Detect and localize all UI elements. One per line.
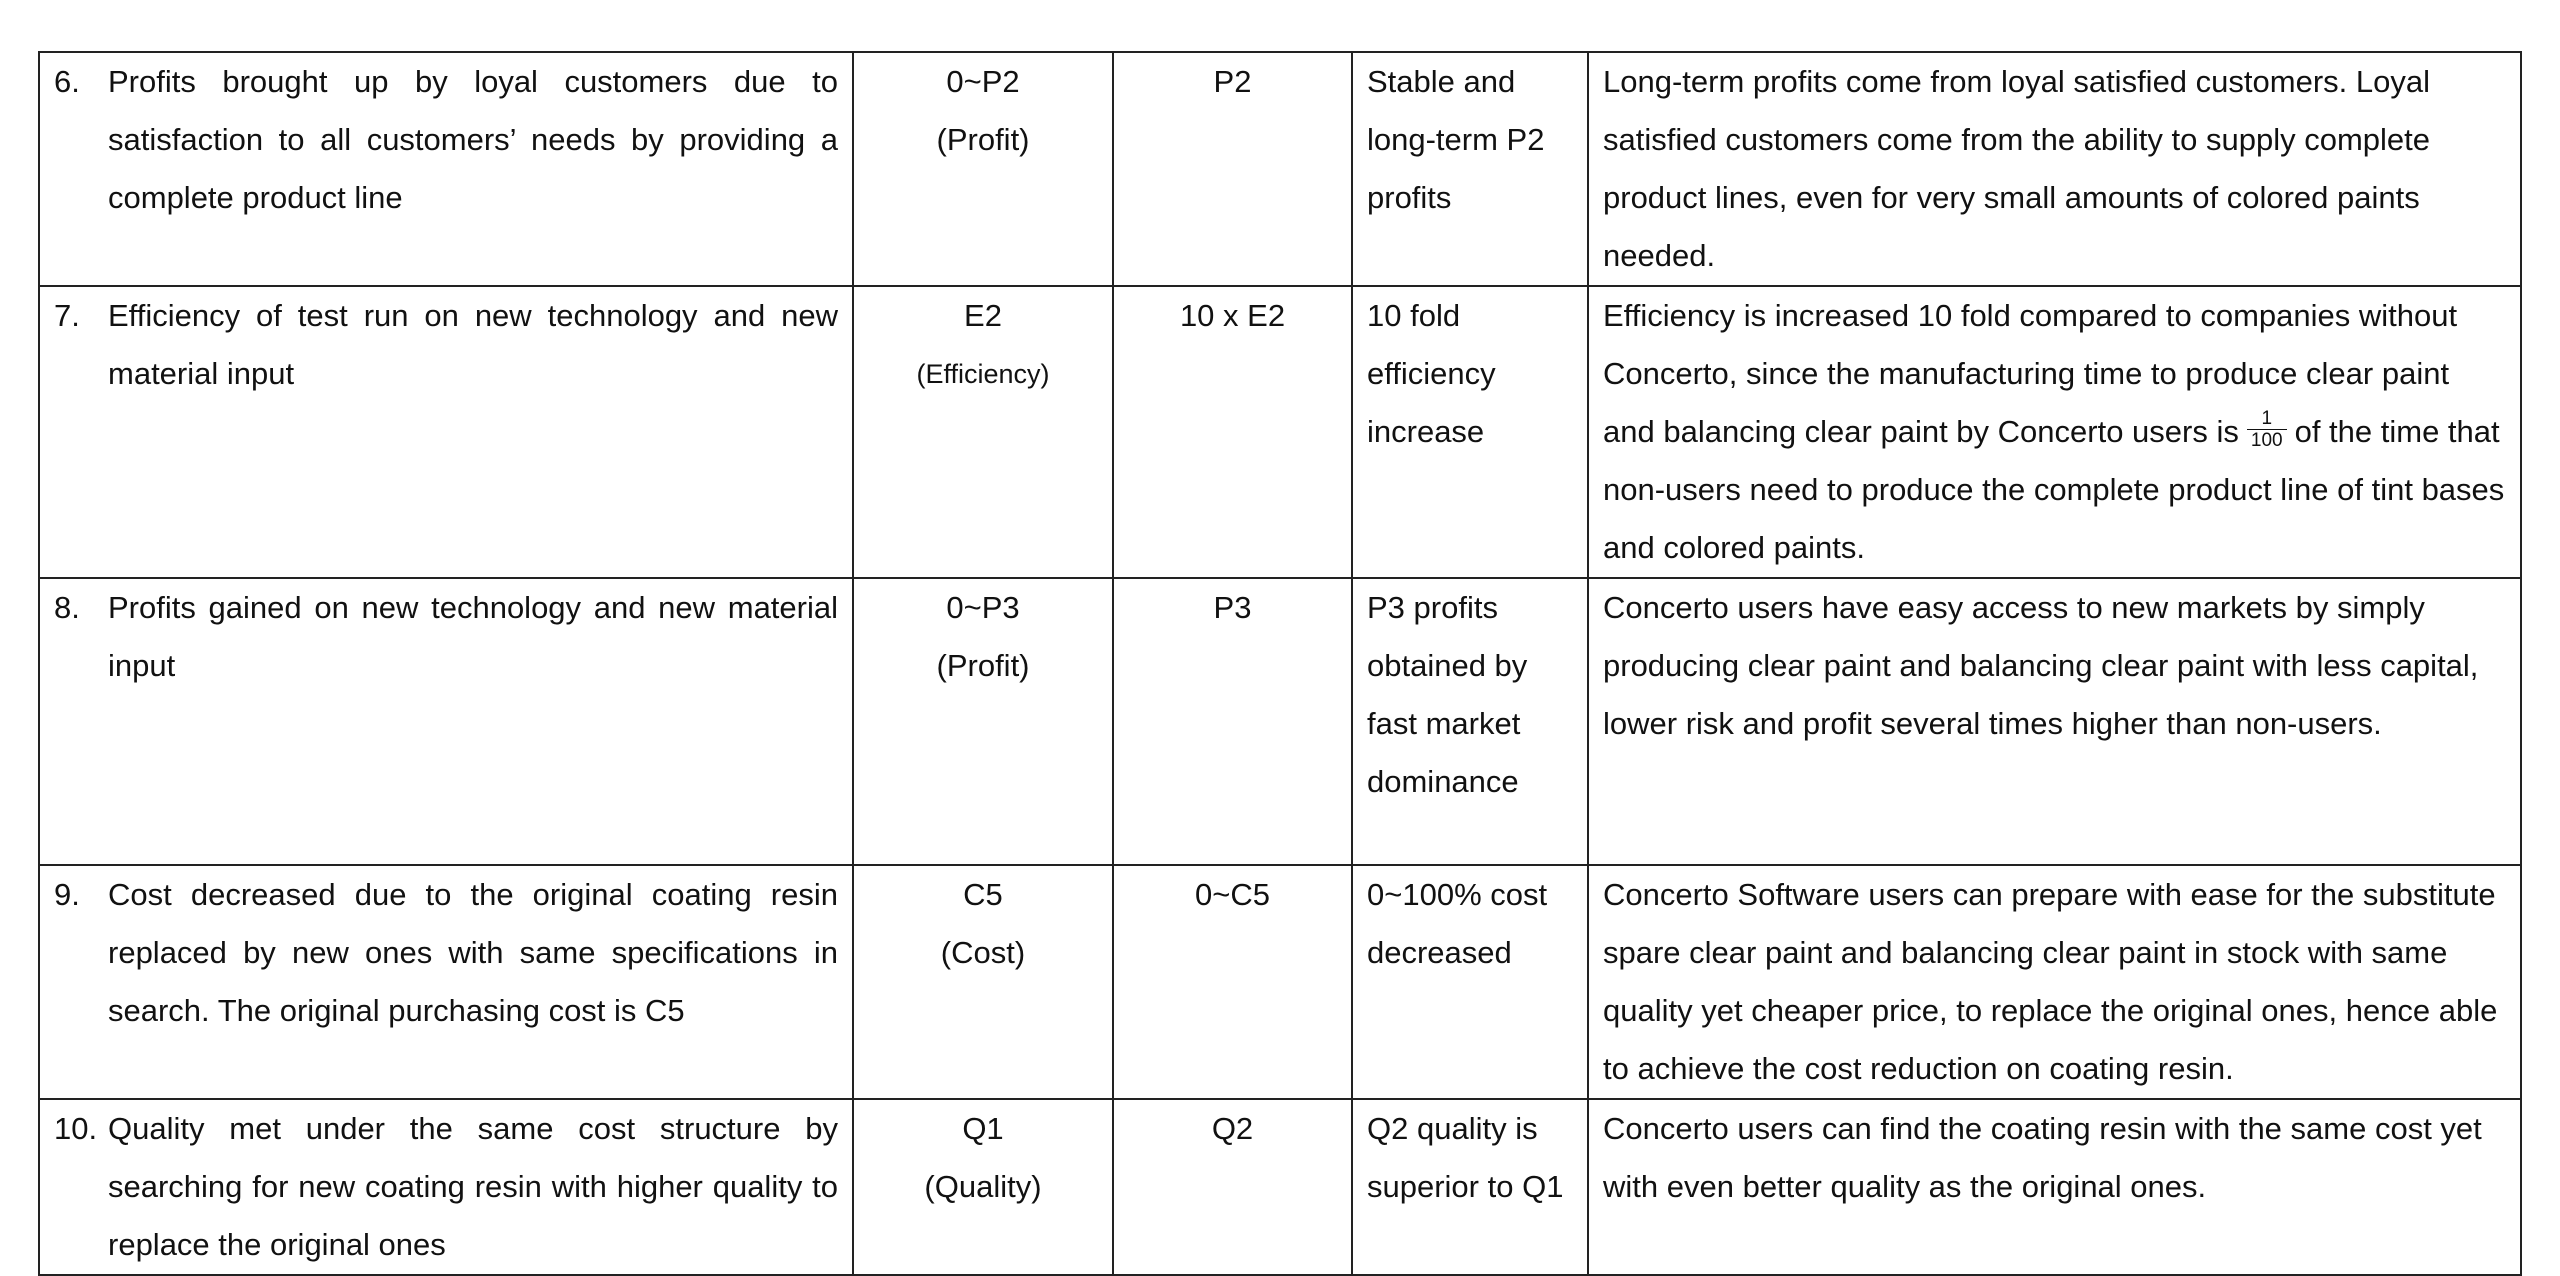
value-cell: P3 — [1113, 578, 1352, 865]
description-cell: Concerto users can find the coating resin with the same cost yet with even better quality as the original ones. — [1588, 1099, 2521, 1275]
description-text-after: of the time that non-users need to produce the complete product line of tint bases and colored paints. — [1603, 414, 2505, 565]
item-number: 9. — [54, 877, 80, 912]
item-text: Profits brought up by loyal customers due to satisfaction to all customers’ needs by providing a complete product line — [108, 64, 838, 215]
category-cell — [853, 865, 1113, 1099]
table-row — [39, 1099, 2521, 1275]
item-text: Profits gained on new technology and new material input — [108, 590, 838, 683]
fraction-numerator: 1 — [2247, 408, 2287, 430]
result-cell: 0~100% cost decreased — [1352, 865, 1588, 1099]
category-cell — [853, 52, 1113, 286]
category-label: (Efficiency) — [916, 359, 1050, 389]
result-cell: 10 fold efficiency increase — [1352, 286, 1588, 578]
category-value: Q1 — [962, 1111, 1004, 1146]
item-text: Efficiency of test run on new technology and new material input — [108, 298, 838, 391]
description-cell: Concerto users have easy access to new markets by simply producing clear paint and balancing clear paint with less capital, lower risk and profit several times higher than non-users. — [1588, 578, 2521, 865]
category-cell — [853, 1099, 1113, 1275]
category-value: E2 — [964, 298, 1002, 333]
item-number: 7. — [54, 298, 80, 333]
description-cell — [1588, 286, 2521, 578]
item-number: 6. — [54, 64, 80, 99]
category-value: 0~P2 — [946, 64, 1020, 99]
item-number: 8. — [54, 590, 80, 625]
table-row — [39, 865, 2521, 1099]
value-cell: Q2 — [1113, 1099, 1352, 1275]
table-row — [39, 578, 2521, 865]
result-cell: Q2 quality is superior to Q1 — [1352, 1099, 1588, 1275]
result-cell: P3 profits obtained by fast market dominance — [1352, 578, 1588, 865]
table-row — [39, 286, 2521, 578]
category-label: (Quality) — [924, 1169, 1042, 1204]
category-label: (Profit) — [936, 648, 1030, 683]
item-text: Cost decreased due to the original coating resin replaced by new ones with same specifications in search. The original purchasing cost is C5 — [108, 877, 838, 1028]
fraction-denominator: 100 — [2250, 430, 2283, 452]
item-text: Quality met under the same cost structure by searching for new coating resin with higher quality to replace the original ones — [108, 1111, 838, 1262]
category-value: C5 — [963, 877, 1003, 912]
value-cell: P2 — [1113, 52, 1352, 286]
comparison-table — [38, 51, 2522, 1276]
value-cell: 10 x E2 — [1113, 286, 1352, 578]
item-cell — [39, 865, 853, 1099]
value-cell: 0~C5 — [1113, 865, 1352, 1099]
item-cell — [39, 52, 853, 286]
description-cell: Long-term profits come from loyal satisfied customers. Loyal satisfied customers come from the ability to supply complete product lines, even for very small amounts of colored paints needed. — [1588, 52, 2521, 286]
fraction — [2247, 408, 2287, 451]
result-cell: Stable and long-term P2 profits — [1352, 52, 1588, 286]
category-cell — [853, 286, 1113, 578]
item-number: 10. — [54, 1111, 98, 1146]
description-text-before: Efficiency is increased 10 fold compared to companies without Concerto, since the manufacturing time to produce clear paint and balancing clear paint by Concerto users is — [1603, 298, 2458, 449]
category-value: 0~P3 — [946, 590, 1020, 625]
item-cell — [39, 286, 853, 578]
description-cell: Concerto Software users can prepare with ease for the substitute spare clear paint and balancing clear paint in stock with same quality yet cheaper price, to replace the original ones, hence able to achieve the cost reduction on coating resin. — [1588, 865, 2521, 1099]
table-row — [39, 52, 2521, 286]
item-cell — [39, 578, 853, 865]
category-label: (Cost) — [940, 935, 1026, 970]
category-label: (Profit) — [936, 122, 1030, 157]
category-cell — [853, 578, 1113, 865]
item-cell — [39, 1099, 853, 1275]
